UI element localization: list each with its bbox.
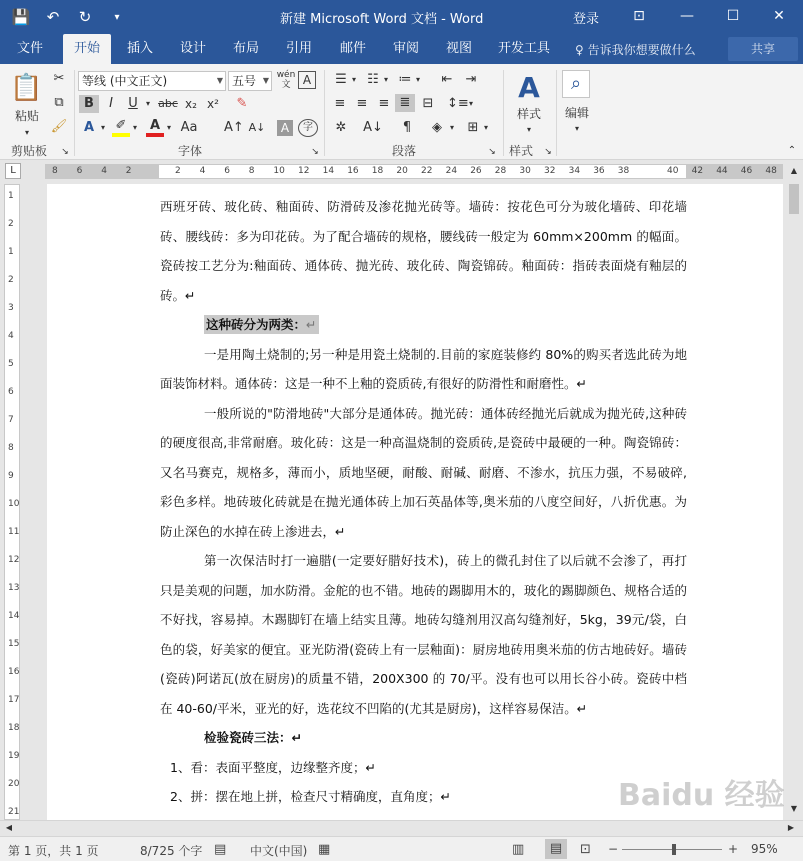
ruler-number: 20 bbox=[396, 166, 408, 176]
ruler-number: 46 bbox=[740, 166, 753, 176]
paste-label[interactable]: 粘贴 bbox=[14, 109, 39, 123]
ruler-number: 19 bbox=[8, 751, 20, 761]
vertical-scrollbar[interactable] bbox=[785, 160, 803, 820]
heading-inspection-methods[interactable]: 检验瓷砖三法：↵ bbox=[204, 730, 302, 745]
align-right-icon[interactable]: ≡ bbox=[378, 96, 390, 111]
styles-dropdown-icon[interactable]: ▾ bbox=[526, 125, 531, 134]
underline-button[interactable]: U bbox=[128, 96, 138, 111]
ruler-number: 1 bbox=[8, 191, 14, 201]
paragraph[interactable]: 一般所说的"防滑地砖"大部分是通体砖。抛光砖：通体砖经抛光后就成为抛光砖,这种砖的硬度很高,非常耐磨。玻化砖：这是一种高温烧制的瓷质砖,是瓷砖中最硬的一种。陶瓷锦砖：又名马赛克，规格多，薄而小，质地坚硬，耐酸、耐碱、耐磨、不渗水，抗压力强，不易破碎,彩色多样。地砖玻化砖就是在抛光通体砖上加石英晶体等,奥米茄的八度空间好，八折优惠。为防止深色的水掉在砖上渗进去，↵ bbox=[160, 405, 687, 539]
borders-dropdown-icon[interactable]: ▾ bbox=[483, 123, 488, 132]
format-painter-icon[interactable]: 🖌 bbox=[50, 119, 68, 134]
ruler-number: 44 bbox=[716, 166, 728, 176]
ruler-number: 8 bbox=[52, 166, 58, 176]
tab-mailings[interactable]: 邮件 bbox=[340, 41, 367, 56]
ruler-number: 14 bbox=[8, 611, 20, 621]
font-name-value: 等线 (中文正文) bbox=[82, 74, 168, 88]
font-color-dropdown-icon[interactable]: ▾ bbox=[166, 123, 171, 132]
tab-home[interactable]: 开始 bbox=[63, 34, 111, 64]
sort-icon[interactable]: A↓ bbox=[363, 120, 383, 135]
ruler-number: 7 bbox=[8, 415, 14, 425]
proofing-icon[interactable]: ▤ bbox=[214, 842, 227, 857]
document-body[interactable] bbox=[160, 192, 687, 841]
separator bbox=[324, 70, 325, 156]
list-item[interactable]: 2、拼：摆在地上拼，检查尺寸精确度，直角度；↵ bbox=[170, 789, 451, 804]
numbering-icon[interactable]: ☷ bbox=[367, 72, 379, 87]
align-left-icon[interactable]: ≡ bbox=[334, 96, 346, 111]
read-mode-icon[interactable]: ▥ bbox=[512, 842, 525, 857]
zoom-out-button[interactable]: − bbox=[608, 842, 619, 856]
horizontal-scrollbar[interactable] bbox=[0, 820, 803, 836]
maximize-button[interactable]: ☐ bbox=[726, 8, 740, 24]
scroll-thumb[interactable] bbox=[789, 184, 799, 214]
cut-icon[interactable]: ✂ bbox=[53, 71, 65, 86]
title-bar bbox=[0, 0, 803, 34]
bullets-icon[interactable]: ☰ bbox=[335, 72, 347, 87]
paragraph[interactable]: 西班牙砖、玻化砖、釉面砖、防滑砖及渗花抛光砖等。墙砖：按花色可分为玻化墙砖、印花墙砖、腰线砖：多为印花砖。为了配合墙砖的规格，腰线砖一般定为 60mm×200mm 的幅面。瓷砖按工艺分为:釉面砖、通体砖、抛光砖、玻化砖、陶瓷锦砖。釉面砖：指砖表面烧有釉层的砖。↵ bbox=[160, 199, 687, 303]
selected-heading-text[interactable] bbox=[204, 315, 319, 334]
zoom-slider-thumb[interactable] bbox=[672, 844, 676, 855]
separator bbox=[556, 70, 557, 156]
shading-icon[interactable]: ◈ bbox=[432, 120, 442, 135]
align-center-icon[interactable]: ≡ bbox=[356, 96, 368, 111]
ruler-number: 4 bbox=[101, 166, 107, 176]
paragraph[interactable]: 第一次保洁时打一遍腊(一定要好腊好技术)，砖上的微孔封住了以后就不会渗了，再打只是美观的问题，加水防滑。金舵的也不错。地砖的踢脚用木的，玻化的踢脚颜色、规格合适的不好找，容易掉。木踢脚钉在墙上结实且薄。地砖勾缝剂用汉高勾缝剂好，5kg，39元/袋，白色的袋，好美家的便宜。亚光防滑(瓷砖上有一层釉面)：厨房地砖用奥米茄的仿古地砖好。墙砖(瓷砖)阿诺瓦(放在厨房)的质量不错，200X300 的 70/平。没有也可以用长谷小砖。瓷砖中档在 40-60/平米，亚光的好，选花纹不凹陷的(尤其是厨房)，这样容易保洁。↵ bbox=[160, 553, 687, 716]
separator bbox=[74, 70, 75, 156]
ruler-number: 20 bbox=[8, 779, 20, 789]
clipboard-group-label: 剪贴板 bbox=[11, 144, 48, 158]
ruler-number: 9 bbox=[8, 471, 14, 481]
ruler-number: 2 bbox=[175, 166, 181, 176]
scroll-up-icon[interactable]: ▲ bbox=[790, 166, 798, 175]
ruler-number: 17 bbox=[8, 695, 20, 705]
ribbon-display-options-button[interactable]: ⊡ bbox=[633, 8, 645, 24]
grow-font-icon[interactable]: A↑ bbox=[224, 120, 244, 135]
character-border-icon[interactable]: A bbox=[298, 71, 316, 89]
ruler-number: 36 bbox=[593, 166, 605, 176]
superscript-button[interactable]: x² bbox=[207, 97, 219, 111]
ruler-number: 14 bbox=[322, 166, 335, 176]
ruler-number: 1 bbox=[8, 247, 14, 257]
redo-icon[interactable]: ↻ bbox=[78, 8, 92, 26]
heading-two-types[interactable] bbox=[160, 310, 687, 340]
bullets-dropdown-icon[interactable]: ▾ bbox=[351, 75, 356, 84]
ruler-number: 12 bbox=[298, 166, 310, 176]
zoom-level[interactable]: 95% bbox=[751, 842, 778, 856]
font-size-value: 五号 bbox=[232, 74, 257, 88]
ruler-number: 12 bbox=[8, 555, 20, 565]
scroll-down-icon[interactable]: ▼ bbox=[790, 804, 798, 813]
collapse-ribbon-icon[interactable]: ⌃ bbox=[787, 145, 797, 156]
ruler-number: 18 bbox=[8, 723, 20, 733]
font-launcher-icon[interactable]: ↘ bbox=[311, 147, 319, 157]
ruler-number: 4 bbox=[199, 166, 206, 176]
paste-dropdown-icon[interactable]: ▾ bbox=[24, 128, 29, 137]
italic-button[interactable]: I bbox=[109, 96, 113, 111]
copy-icon[interactable]: ⧉ bbox=[54, 95, 64, 110]
chevron-down-icon: ▼ bbox=[216, 76, 223, 85]
search-icon[interactable]: ⌕ bbox=[562, 70, 590, 98]
styles-icon[interactable]: A bbox=[518, 71, 540, 104]
ruler-number: 48 bbox=[765, 166, 777, 176]
ruler-number: 16 bbox=[347, 166, 359, 176]
undo-icon[interactable]: ↶ bbox=[46, 8, 60, 26]
styles-launcher-icon[interactable]: ↘ bbox=[544, 147, 552, 157]
ribbon-home bbox=[0, 64, 803, 160]
multilevel-list-icon[interactable]: ≔ bbox=[398, 72, 412, 87]
page-count[interactable]: 第 1 页，共 1 页 bbox=[8, 844, 99, 858]
ruler-number: 34 bbox=[568, 166, 581, 176]
horizontal-ruler[interactable] bbox=[45, 164, 783, 179]
font-group-label: 字体 bbox=[178, 144, 203, 158]
character-shading-icon[interactable]: A bbox=[277, 120, 293, 136]
tab-references[interactable]: 引用 bbox=[286, 41, 313, 56]
tab-layout[interactable]: 布局 bbox=[233, 41, 260, 56]
numbering-dropdown-icon[interactable]: ▾ bbox=[383, 75, 388, 84]
styles-label[interactable]: 样式 bbox=[516, 107, 541, 121]
minimize-button[interactable]: — bbox=[680, 8, 694, 24]
paragraph-group-label: 段落 bbox=[392, 144, 417, 158]
tab-insert[interactable]: 插入 bbox=[127, 41, 154, 56]
enclose-characters-icon[interactable]: 字 bbox=[298, 119, 318, 137]
ruler-number: 18 bbox=[371, 166, 384, 176]
strikethrough-button[interactable]: abc bbox=[158, 97, 178, 110]
chinese-layout-icon[interactable]: ✲ bbox=[335, 120, 347, 135]
change-case-icon[interactable]: Aa bbox=[180, 120, 198, 135]
zoom-in-button[interactable]: + bbox=[728, 842, 739, 856]
status-bar bbox=[0, 836, 803, 861]
highlight-dropdown-icon[interactable]: ▾ bbox=[132, 123, 137, 132]
ruler-number: 26 bbox=[470, 166, 482, 176]
ruler-number: 40 bbox=[667, 166, 679, 176]
language-status[interactable]: 中文(中国) bbox=[250, 844, 308, 858]
shading-dropdown-icon[interactable]: ▾ bbox=[449, 123, 454, 132]
print-layout-icon[interactable]: ▤ bbox=[545, 839, 567, 859]
justify-icon[interactable]: ≣ bbox=[395, 94, 415, 112]
phonetic-guide-icon[interactable]: wén 文 bbox=[276, 70, 296, 90]
line-spacing-icon[interactable]: ↕≡ bbox=[447, 96, 469, 111]
baidu-watermark: Baidu 经验 bbox=[618, 778, 785, 813]
web-layout-icon[interactable]: ⊡ bbox=[580, 842, 591, 857]
borders-icon[interactable]: ⊞ bbox=[467, 120, 479, 135]
line-spacing-dropdown-icon[interactable]: ▾ bbox=[468, 99, 473, 108]
shrink-font-icon[interactable]: A↓ bbox=[248, 121, 266, 134]
ruler-number: 8 bbox=[248, 166, 255, 176]
editing-dropdown-icon[interactable]: ▾ bbox=[574, 124, 579, 133]
paragraph-launcher-icon[interactable]: ↘ bbox=[488, 147, 496, 157]
window-title: 新建 Microsoft Word 文档 - Word bbox=[280, 12, 484, 27]
ruler-number: 15 bbox=[8, 639, 20, 649]
paragraph[interactable]: 一是用陶土烧制的;另一种是用瓷土烧制的.目前的家庭装修约 80%的购买者选此砖为地面装饰材料。通体砖：这是一种不上釉的瓷质砖,有很好的防滑性和耐磨性。↵ bbox=[160, 346, 687, 391]
font-size-select[interactable] bbox=[228, 71, 272, 91]
ruler-number: 30 bbox=[519, 166, 531, 176]
highlight-color-icon[interactable]: ✐ bbox=[112, 119, 130, 137]
heading-text: 这种砖分为两类： bbox=[206, 317, 307, 332]
tab-view[interactable]: 视图 bbox=[446, 41, 473, 56]
customize-qat-icon[interactable]: ▾ bbox=[114, 11, 120, 23]
subscript-button[interactable]: x₂ bbox=[185, 97, 197, 111]
login-button[interactable]: 登录 bbox=[573, 12, 600, 27]
tell-me-search[interactable]: ♀ 告诉我你想要做什么 bbox=[575, 43, 696, 57]
ruler-number: 5 bbox=[8, 359, 14, 369]
tab-file[interactable]: 文件 bbox=[17, 41, 44, 56]
increase-indent-icon[interactable]: ⇥ bbox=[465, 72, 477, 87]
word-count[interactable]: 8/725 个字 bbox=[140, 844, 203, 858]
ruler-number: 32 bbox=[544, 166, 556, 176]
ruler-number: 4 bbox=[8, 331, 14, 341]
share-button[interactable]: 共享 bbox=[728, 37, 798, 61]
ruler-number: 28 bbox=[494, 166, 507, 176]
decrease-indent-icon[interactable]: ⇤ bbox=[441, 72, 453, 87]
ruler-number: 10 bbox=[273, 166, 285, 176]
ruler-number: 3 bbox=[8, 303, 14, 313]
font-color-icon[interactable]: A bbox=[146, 119, 164, 137]
vertical-ruler[interactable] bbox=[4, 184, 20, 820]
separator bbox=[503, 70, 504, 156]
scroll-right-icon[interactable]: ▶ bbox=[787, 823, 795, 832]
tab-review[interactable]: 审阅 bbox=[393, 41, 420, 56]
ruler-number: 42 bbox=[691, 166, 704, 176]
font-name-select[interactable] bbox=[78, 71, 226, 91]
quick-access-toolbar bbox=[10, 6, 128, 28]
ruler-number: 38 bbox=[617, 166, 630, 176]
tab-developer[interactable]: 开发工具 bbox=[498, 41, 551, 56]
underline-dropdown-icon[interactable]: ▾ bbox=[145, 99, 150, 108]
ruler-number: 6 bbox=[76, 166, 83, 176]
ruler-number: 21 bbox=[8, 807, 20, 817]
tab-selector-icon[interactable]: L bbox=[5, 163, 21, 179]
ruler-number: 16 bbox=[8, 667, 20, 677]
ruler-number: 6 bbox=[8, 387, 14, 397]
tab-design[interactable]: 设计 bbox=[180, 41, 207, 56]
show-formatting-marks-icon[interactable]: ¶ bbox=[402, 120, 412, 135]
document-page[interactable] bbox=[47, 184, 783, 820]
list-item[interactable]: 1、看：表面平整度，边缘整齐度；↵ bbox=[170, 759, 376, 775]
ribbon-tabs bbox=[0, 34, 803, 64]
ruler-number: 2 bbox=[125, 166, 132, 176]
macro-record-icon[interactable]: ▦ bbox=[318, 842, 331, 857]
ruler-number: 10 bbox=[8, 499, 20, 509]
text-effects-icon[interactable]: A bbox=[83, 120, 95, 135]
ruler-number: 22 bbox=[421, 166, 433, 176]
multilevel-dropdown-icon[interactable]: ▾ bbox=[415, 75, 420, 84]
ruler-number: 24 bbox=[445, 166, 458, 176]
ruler-number: 2 bbox=[8, 275, 14, 285]
text-effects-dropdown-icon[interactable]: ▾ bbox=[100, 123, 105, 132]
paste-icon[interactable]: 📋 bbox=[10, 73, 43, 103]
ruler-number: 8 bbox=[8, 443, 14, 453]
close-button[interactable]: ✕ bbox=[773, 8, 785, 24]
save-icon[interactable]: 💾 bbox=[11, 8, 31, 26]
distributed-icon[interactable]: ⊟ bbox=[422, 96, 434, 111]
editing-label[interactable]: 编辑 bbox=[564, 106, 589, 120]
ruler-number: 13 bbox=[8, 583, 20, 593]
bold-button[interactable]: B bbox=[79, 95, 99, 113]
scroll-left-icon[interactable]: ◀ bbox=[5, 823, 13, 832]
ruler-number: 6 bbox=[224, 166, 230, 176]
chevron-down-icon: ▼ bbox=[262, 76, 269, 85]
clear-formatting-icon[interactable]: ✎ bbox=[236, 96, 248, 111]
ruler-number: 2 bbox=[8, 219, 14, 229]
clipboard-launcher-icon[interactable]: ↘ bbox=[61, 147, 69, 157]
paragraph-mark: ↵ bbox=[306, 317, 317, 332]
ruler-number: 11 bbox=[8, 527, 20, 537]
styles-group-label: 样式 bbox=[509, 144, 534, 158]
